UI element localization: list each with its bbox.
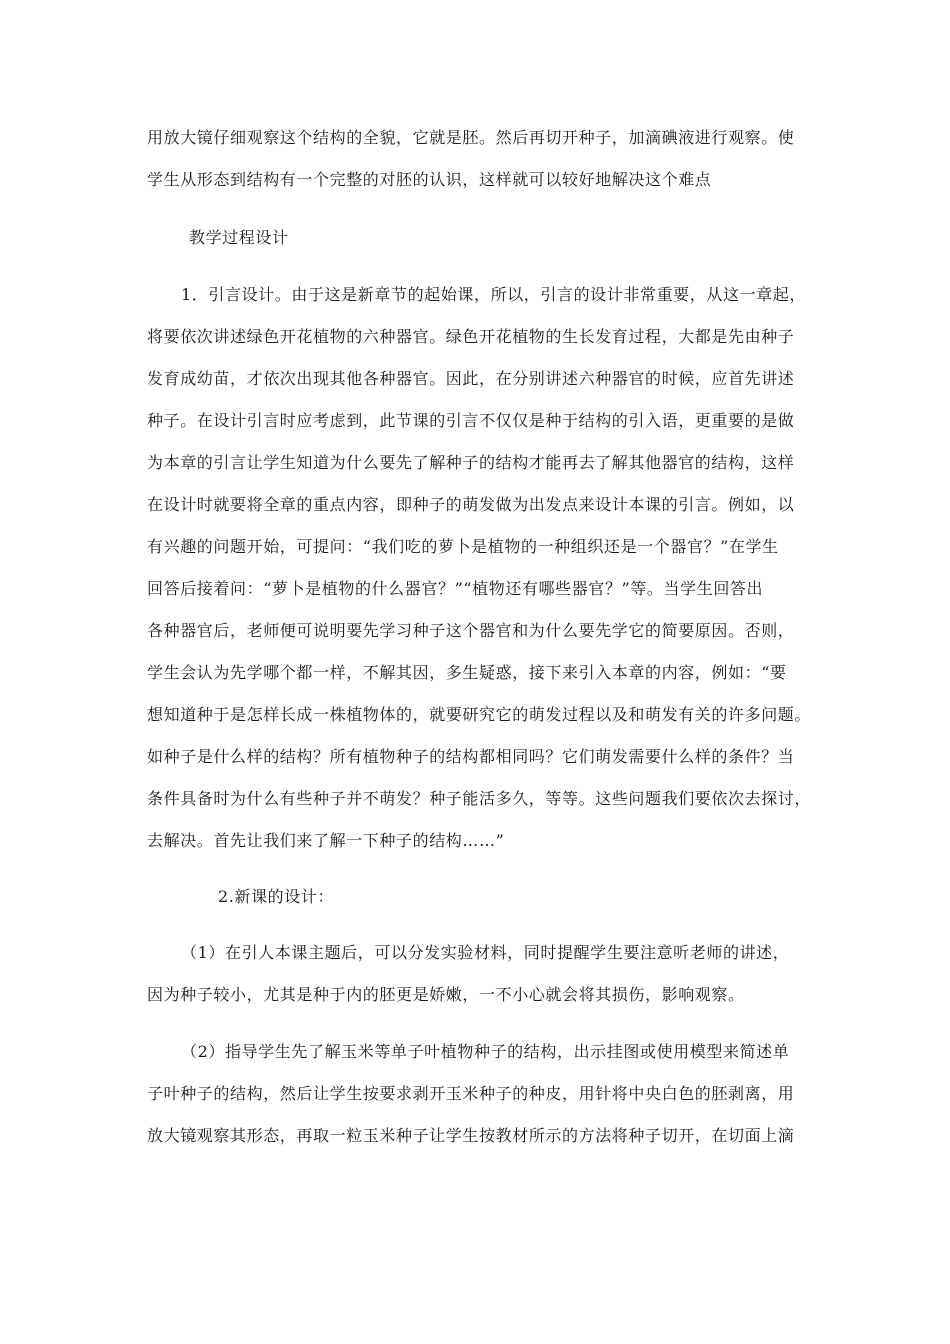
text-line: 有兴趣的问题开始，可提问：“我们吃的萝卜是植物的一种组织还是一个器官？”在学生: [147, 537, 779, 556]
text-line: 回答后接着问：“萝卜是植物的什么器官？”“植物还有哪些器官？”等。当学生回答出: [147, 579, 764, 598]
text-line: 发育成幼苗，才依次出现其他各种器官。因此，在分别讲述六种器官的时候，应首先讲述: [147, 369, 795, 388]
text-line: 条件具备时为什么有些种子并不萌发？种子能活多久，等等。这些问题我们要依次去探讨，: [147, 789, 812, 808]
text-line: 学生会认为先学哪个都一样，不解其因，多生疑惑，接下来引入本章的内容，例如：“要: [147, 663, 787, 682]
text-line: 学生从形态到结构有一个完整的对胚的认识，这样就可以较好地解决这个难点: [147, 170, 712, 189]
text-line: 想知道种于是怎样长成一株植物体的，就要研究它的萌发过程以及和萌发有关的许多问题。: [147, 705, 812, 724]
text-line: 各种器官后，老师便可说明要先学习种子这个器官和为什么要先学它的简要原因。否则，: [147, 621, 795, 640]
text-line: 去解决。首先让我们来了解一下种子的结构……”: [147, 831, 505, 850]
text-line: 因为种子较小，尤其是种于内的胚更是娇嫩，一不小心就会将其损伤，影响观察。: [147, 985, 745, 1004]
text-line: 子叶种子的结构，然后让学生按要求剥开玉米种子的种皮，用针将中央白色的胚剥离，用: [147, 1084, 795, 1103]
text-line: 1．引言设计。由于这是新章节的起始课，所以，引言的设计非常重要，从这一章起，: [181, 285, 806, 304]
text-line: 种子。在设计引言时应考虑到，此节课的引言不仅仅是种于结构的引入语，更重要的是做: [147, 411, 795, 430]
text-line: （2）指导学生先了解玉米等单子叶植物种子的结构，出示挂图或使用模型来简述单: [181, 1042, 790, 1061]
section-heading: 2.新课的设计：: [218, 887, 335, 906]
text-line: 用放大镜仔细观察这个结构的全貌，它就是胚。然后再切开种子，加滴碘液进行观察。使: [147, 128, 795, 147]
section-heading: 教学过程设计: [189, 228, 289, 247]
text-line: 在设计时就要将全章的重点内容，即种子的萌发做为出发点来设计本课的引言。例如，以: [147, 495, 795, 514]
text-line: 为本章的引言让学生知道为什么要先了解种子的结构才能再去了解其他器官的结构，这样: [147, 453, 795, 472]
text-line: （1）在引人本课主题后，可以分发实验材料，同时提醒学生要注意听老师的讲述，: [181, 943, 790, 962]
text-line: 如种子是什么样的结构？所有植物种子的结构都相同吗？它们萌发需要什么样的条件？当: [147, 747, 795, 766]
text-line: 放大镜观察其形态，再取一粒玉米种子让学生按教材所示的方法将种子切开，在切面上滴: [147, 1126, 795, 1145]
text-line: 将要依次讲述绿色开花植物的六种器官。绿色开花植物的生长发育过程，大都是先由种子: [147, 327, 795, 346]
